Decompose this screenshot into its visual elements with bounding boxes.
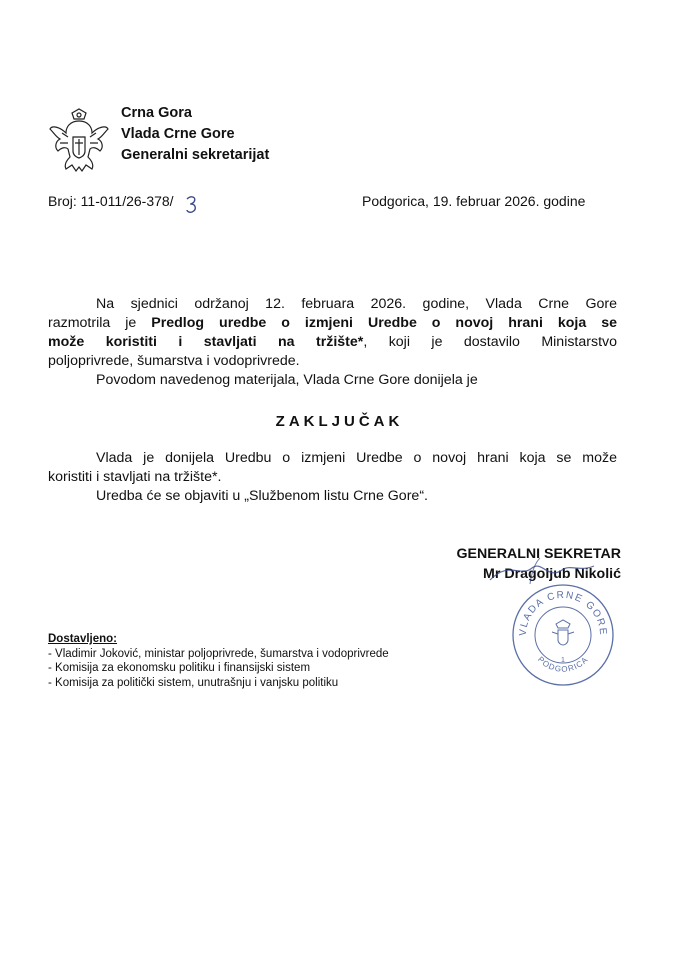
text: , koji je dostavilo Ministarstvo	[363, 334, 618, 350]
paragraph-line: koristiti i stavljati na tržište*.	[48, 469, 222, 485]
document-title: ZAKLJUČAK	[275, 413, 404, 430]
signature-name: Mr Dragoljub Nikolić	[483, 566, 621, 582]
letterhead-country: Crna Gora	[121, 105, 192, 121]
official-stamp	[508, 580, 618, 690]
svg-text:VLADA CRNE GORE: VLADA CRNE GORE	[517, 589, 609, 637]
letterhead-government: Vlada Crne Gore	[121, 126, 235, 142]
stamp-emblem-icon	[552, 620, 574, 645]
paragraph-adoption: Povodom navedenog materijala, Vlada Crne Gore donijela je	[96, 372, 478, 388]
paragraph-line: Vlada je donijela Uredbu o izmjeni Uredbe o novoj hrani koja se može	[96, 450, 617, 466]
paragraph-decision	[48, 449, 617, 487]
list-item: - Vladimir Joković, ministar poljoprivrede, šumarstva i vodoprivrede	[48, 647, 389, 660]
paragraph-line: poljoprivrede, šumarstva i vodoprivrede.	[48, 353, 300, 369]
place-date: Podgorica, 19. februar 2026. godine	[362, 193, 586, 209]
bold-text: Predlog uredbe o izmjeni Uredbe o novoj hrani koja se	[151, 315, 617, 331]
signature-role: GENERALNI SEKRETAR	[456, 546, 621, 562]
paragraph-line	[48, 314, 617, 333]
svg-text:PODGORICA: PODGORICA	[535, 654, 591, 674]
list-item: - Komisija za ekonomsku politiku i finansijski sistem	[48, 662, 311, 674]
reference-number: Broj: 11-011/26-378/	[48, 193, 174, 209]
coat-of-arms-icon	[48, 107, 110, 175]
letterhead	[121, 103, 269, 166]
paragraph-session	[48, 295, 617, 371]
paragraph-publication: Uredba će se objaviti u „Službenom listu Crne Gore“.	[96, 488, 428, 504]
paragraph-line: Na sjednici održanoj 12. februara 2026. godine, Vlada Crne Gore	[96, 296, 617, 312]
distribution-title: Dostavljeno:	[48, 633, 118, 645]
text: razmotrila je	[48, 315, 152, 331]
bold-text: može koristiti i stavljati na tržište*	[48, 334, 364, 350]
letterhead-department: Generalni sekretarijat	[121, 147, 270, 163]
distribution-list	[48, 632, 389, 690]
handwritten-suffix	[182, 193, 204, 215]
stamp-number: 1	[561, 657, 565, 664]
paragraph-line	[48, 333, 617, 352]
list-item: - Komisija za politički sistem, unutrašnju i vanjsku politiku	[48, 676, 339, 689]
